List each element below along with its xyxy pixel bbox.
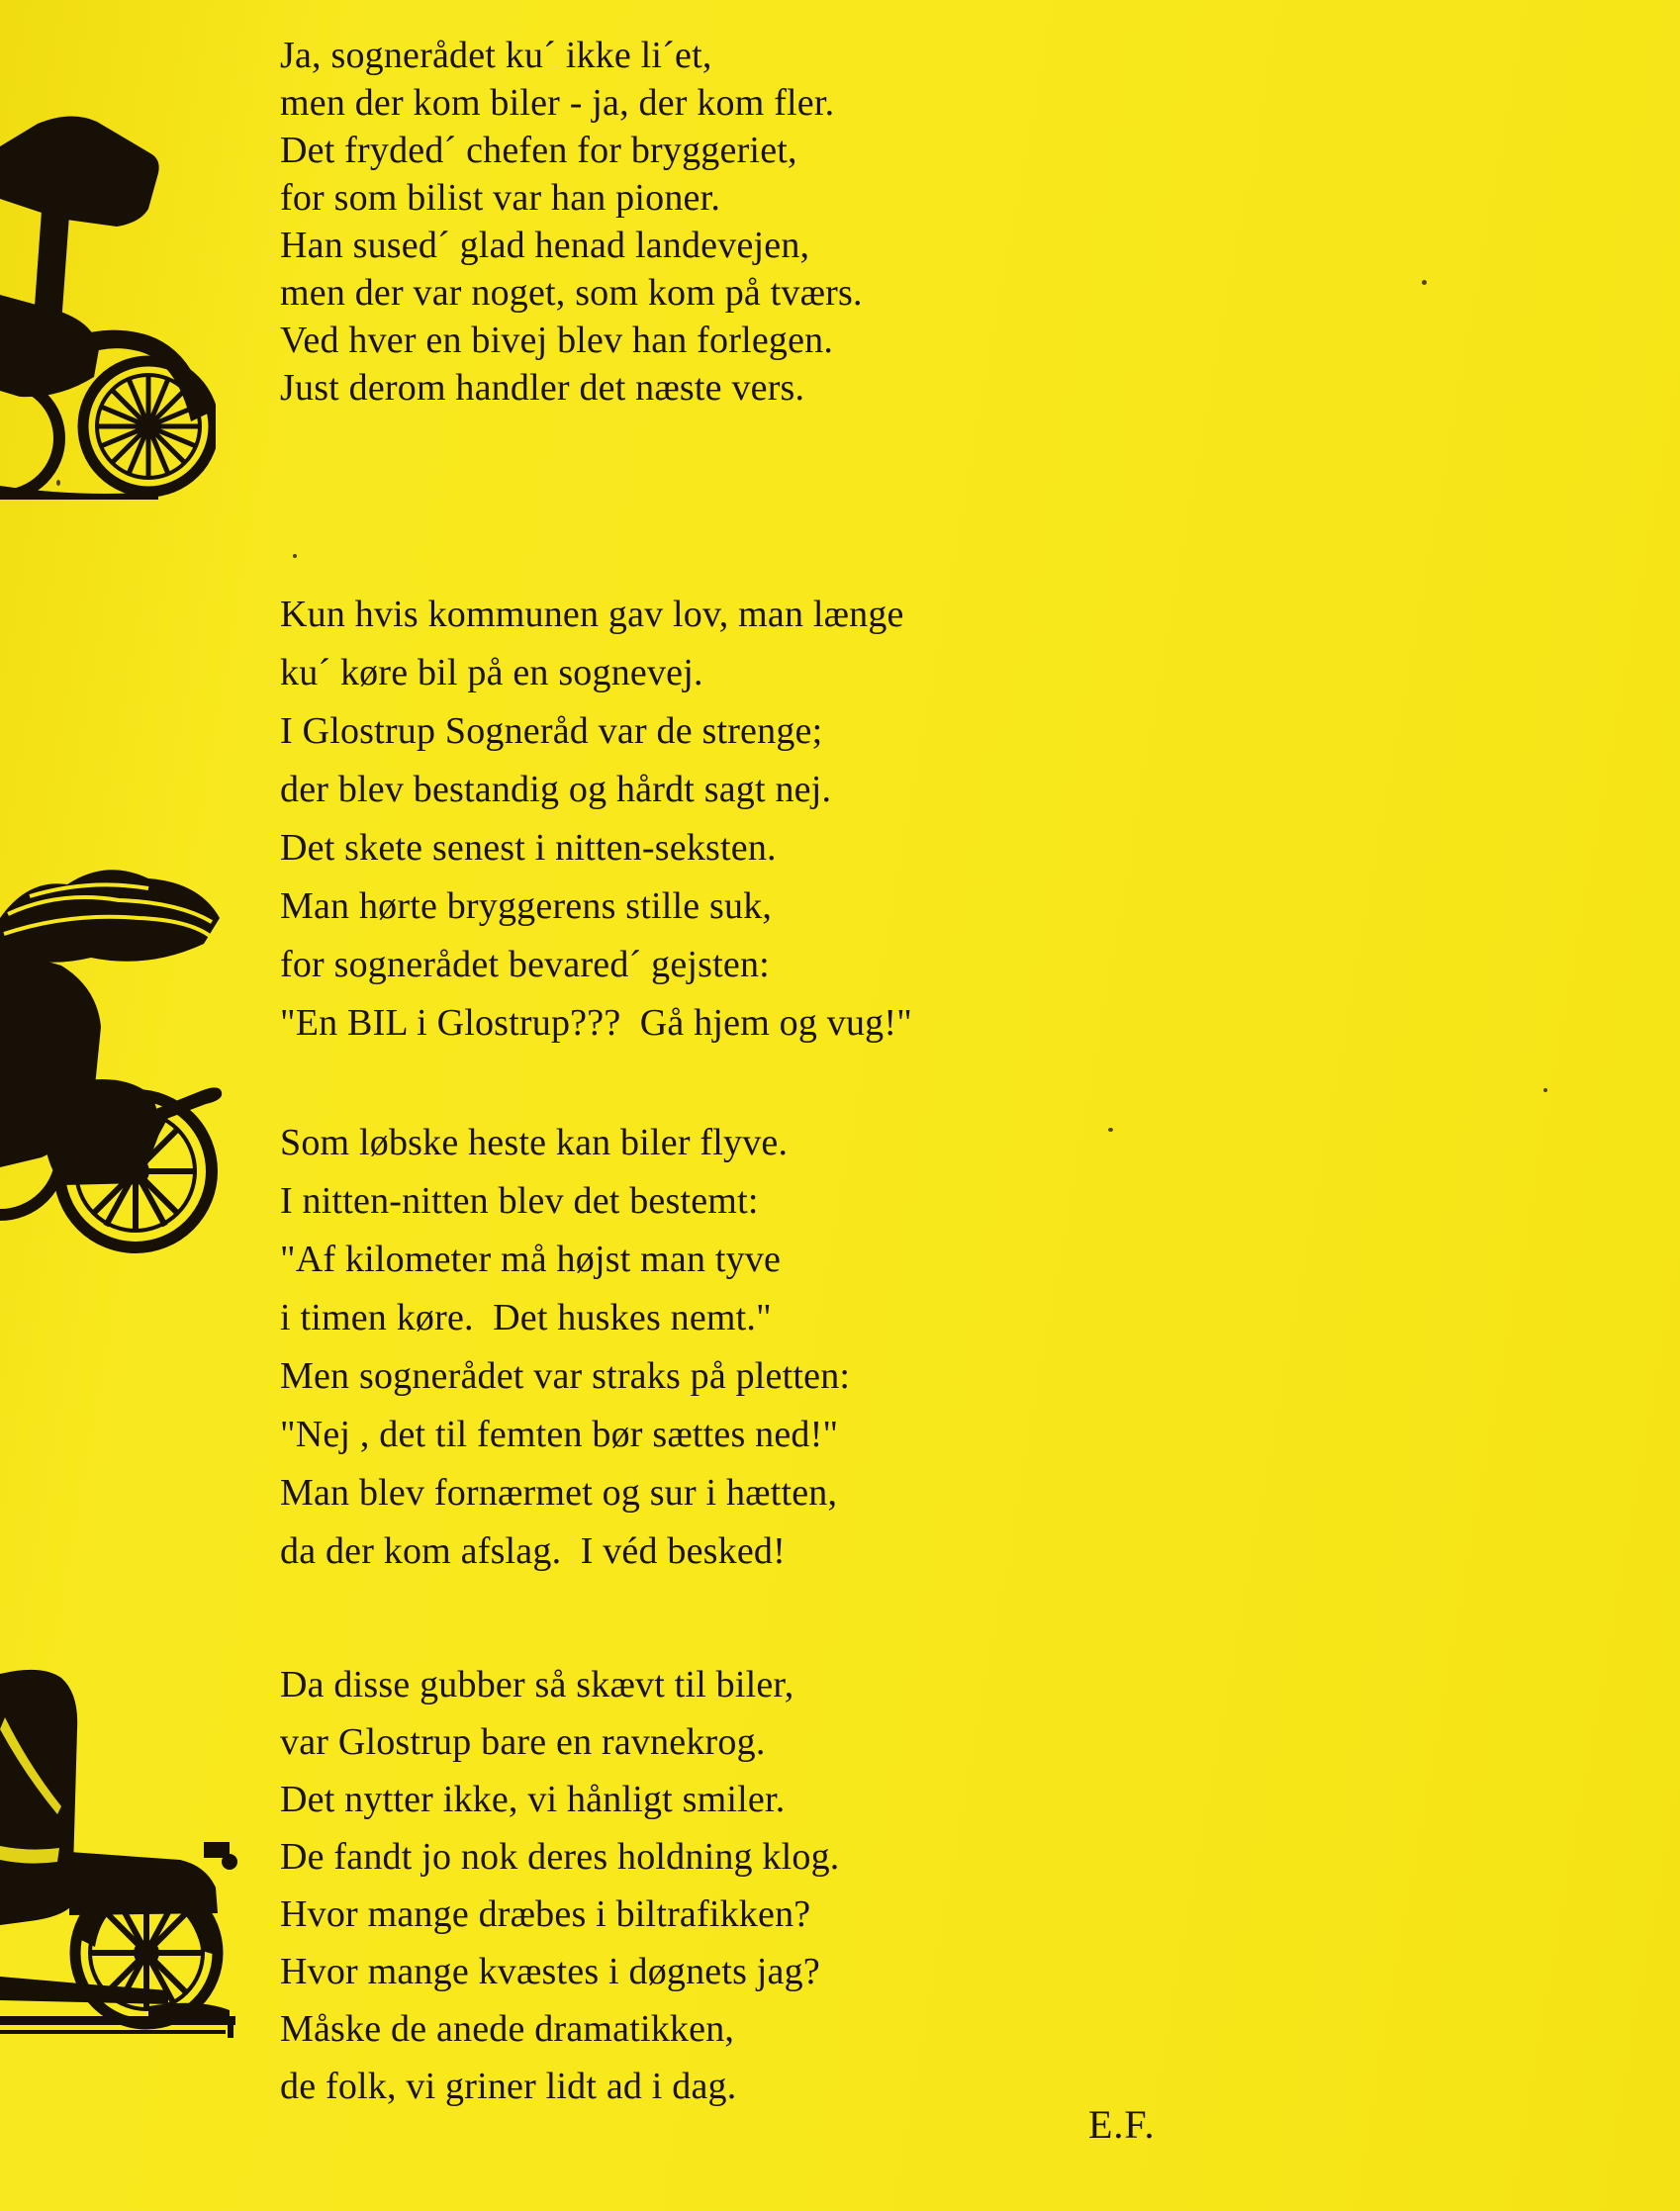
scan-speck <box>1543 1088 1547 1092</box>
poem-line: Man blev fornærmet og sur i hætten, <box>280 1472 838 1514</box>
poem-line: "Nej , det til femten bør sættes ned!" <box>280 1414 839 1455</box>
poem-line: Det fryded´ chefen for bryggeriet, <box>280 130 797 171</box>
poem-line: "Af kilometer må højst man tyve <box>280 1239 782 1280</box>
poem-line: Men sognerådet var straks på pletten: <box>280 1355 851 1397</box>
poem-line: I Glostrup Sogneråd var de strenge; <box>280 710 823 752</box>
scan-speck <box>1108 1128 1113 1132</box>
poem-line: Just derom handler det næste vers. <box>280 367 805 409</box>
poem-line: for som bilist var han pioner. <box>280 177 721 219</box>
poem-line: men der kom biler - ja, der kom fler. <box>280 82 835 124</box>
poem-line: Som løbske heste kan biler flyve. <box>280 1122 789 1163</box>
poem-line: for sognerådet bevared´ gejsten: <box>280 944 770 985</box>
poem-line: Da disse gubber så skævt til biler, <box>280 1664 794 1705</box>
poem-line: Hvor mange kvæstes i døgnets jag? <box>280 1951 820 1992</box>
poem-line: men der var noget, som kom på tværs. <box>280 272 863 314</box>
poem-line: der blev bestandig og hårdt sagt nej. <box>280 769 832 810</box>
scan-speck <box>293 554 297 558</box>
poem-line: Måske de anede dramatikken, <box>280 2008 735 2050</box>
poem-line: da der kom afslag. I véd besked! <box>280 1530 786 1572</box>
poem-line: Det nytter ikke, vi hånligt smiler. <box>280 1779 786 1820</box>
scan-speck <box>1422 280 1427 285</box>
poem-line: "En BIL i Glostrup??? Gå hjem og vug!" <box>280 1002 912 1044</box>
scan-speck <box>56 480 60 486</box>
poem-stanza-2 <box>280 586 912 1053</box>
poem-line: de folk, vi griner lidt ad i dag. <box>280 2066 737 2107</box>
poem-line: I nitten-nitten blev det bestemt: <box>280 1180 759 1222</box>
poem-line: Han sused´ glad henad landevejen, <box>280 225 810 266</box>
poem-line: Man hørte bryggerens stille suk, <box>280 885 773 927</box>
poem-line: Hvor mange dræbes i biltrafikken? <box>280 1893 811 1935</box>
poem-line: var Glostrup bare en ravnekrog. <box>280 1721 766 1763</box>
poem-line: Ja, sognerådet ku´ ikke li´et, <box>280 35 712 76</box>
poem-line: Ved hver en bivej blev han forlegen. <box>280 320 834 361</box>
poem-stanza-1 <box>280 32 863 412</box>
poem-line: Kun hvis kommunen gav lov, man længe <box>280 594 904 635</box>
poem-line: i timen køre. Det huskes nemt." <box>280 1297 772 1338</box>
poem-line: ku´ køre bil på en sognevej. <box>280 652 703 693</box>
poem-stanza-3 <box>280 1114 850 1581</box>
poem-line: Det skete senest i nitten-seksten. <box>280 827 777 869</box>
poem-line: De fandt jo nok deres holdning klog. <box>280 1836 840 1878</box>
author-initials: E.F. <box>1088 2102 1156 2147</box>
poem-stanza-4 <box>280 1656 840 2115</box>
